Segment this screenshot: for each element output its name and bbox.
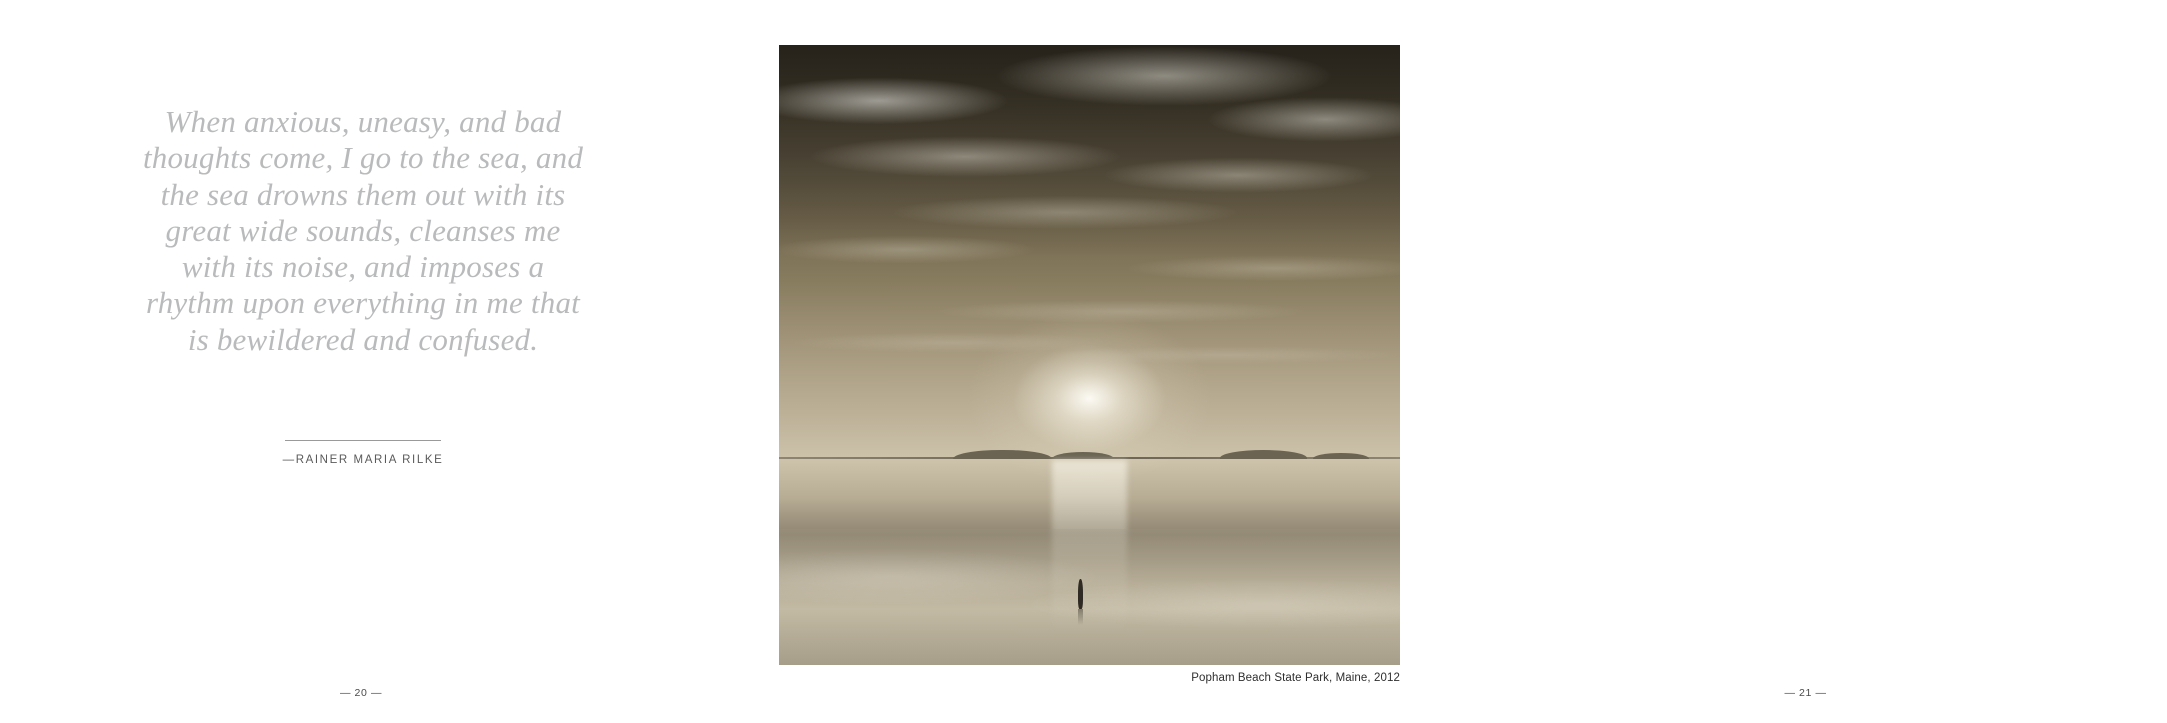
pull-quote-block (140, 104, 586, 358)
attribution-block (140, 440, 586, 466)
right-page (722, 0, 1827, 723)
attribution-divider (285, 440, 441, 441)
page-number-left: — 20 — (339, 687, 383, 699)
page-number-right: — 21 — (1784, 687, 1827, 699)
quote-attribution: —RAINER MARIA RILKE (282, 454, 444, 466)
photo-caption: Popham Beach State Park, Maine, 2012 (1191, 672, 1400, 684)
photo-sky-and-sea (779, 45, 1400, 665)
photograph (779, 45, 1400, 665)
left-page (0, 0, 722, 723)
quote-text: When anxious, uneasy, and bad thoughts come, I go to the sea, and the sea drowns them out with its great wide sounds, cleanses me with its noise, and imposes a rhythm upon everything in me that is bewildered and confused. (142, 104, 584, 357)
